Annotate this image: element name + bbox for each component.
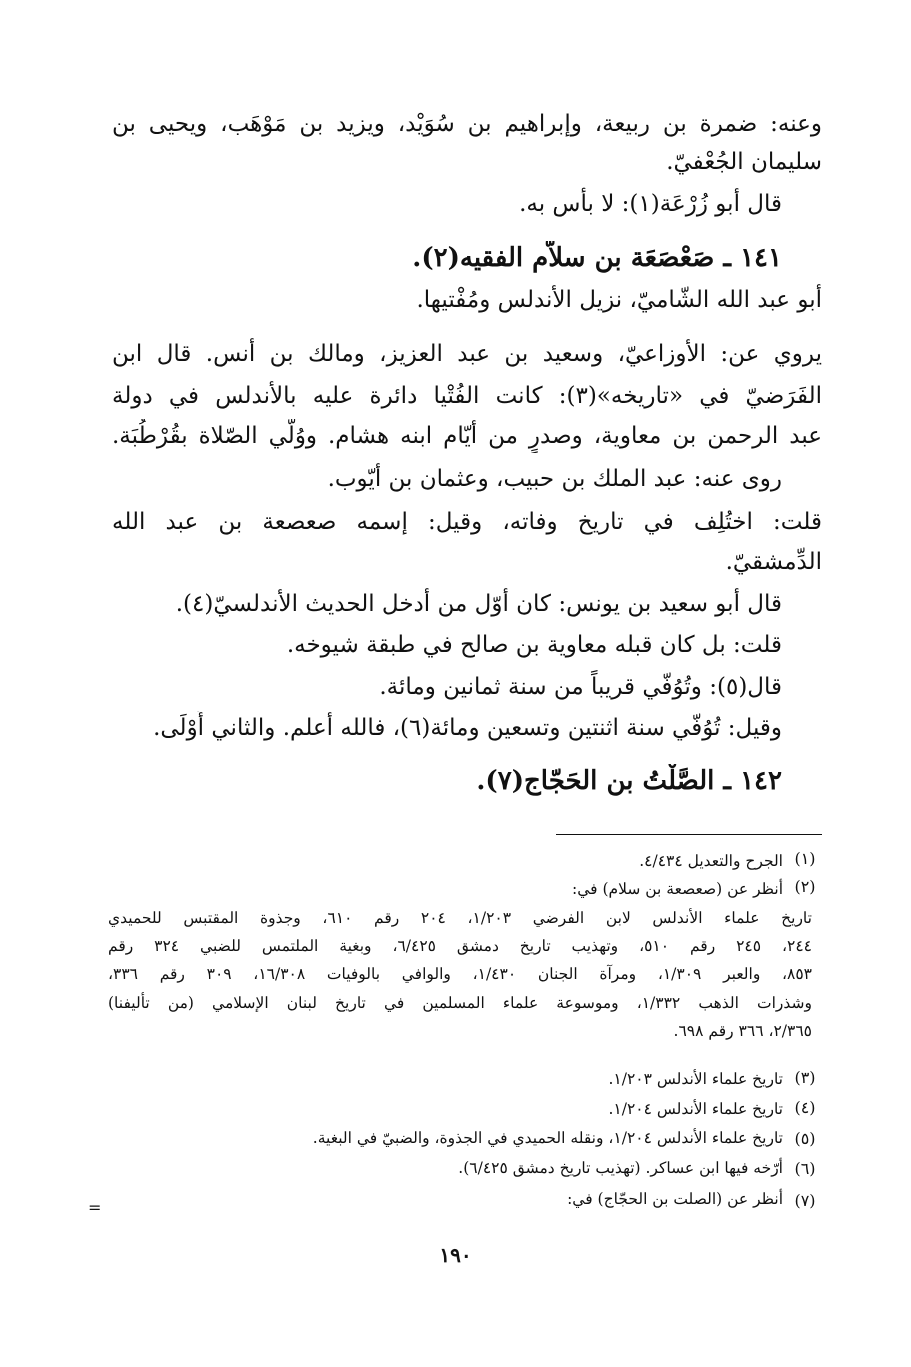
footnote-text: تاريخ علماء الأندلس ١/٢٠٤. (608, 1100, 783, 1118)
text-line: قلت: اختُلِف في تاريخ وفاته، وقيل: إسمه صعصعة بن عبد الله (112, 509, 822, 535)
footnote-text: أرّخه فيها ابن عساكر. (تهذيب تاريخ دمشق ٦/٤٢٥). (458, 1159, 783, 1177)
footnote-continuation: وشذرات الذهب ١/٣٣٢، وموسوعة علماء المسلمين في تاريخ لبنان الإسلامي (من تأليفنا) (108, 994, 812, 1012)
text-line: روى عنه: عبد الملك بن حبيب، وعثمان بن أيّوب. (327, 466, 782, 492)
footnote-text: الجرح والتعديل ٤/٤٣٤. (639, 852, 783, 870)
footnote-continuation: تاريخ علماء الأندلس لابن الفرضي ١/٢٠٣، ٢٠٤ رقم ٦١٠، وجذوة المقتبس للحميدي (108, 909, 812, 927)
text-line: سليمان الجُعْفيّ. (666, 149, 822, 175)
text-line: قال أبو سعيد بن يونس: كان أوّل من أدخل الحديث الأندلسيّ(٤). (175, 591, 782, 617)
footnote-number: (٥) (794, 1129, 816, 1148)
footnote-text: أنظر عن (صعصعة بن سلام) في: (571, 880, 783, 898)
entry-heading-142: ١٤٢ ـ الصَّلْتُ بن الحَجّاج(٧). (476, 766, 782, 796)
footnote-text: تاريخ علماء الأندلس ١/٢٠٣. (608, 1070, 783, 1088)
margin-mark: = (88, 1198, 102, 1217)
text-line: الدِّمشقيّ. (725, 549, 822, 575)
text-line: يروي عن: الأوزاعيّ، وسعيد بن عبد العزيز، ومالك بن أنس. قال ابن (112, 341, 822, 367)
footnote-number: (٧) (794, 1191, 816, 1210)
text-line: قلت: بل كان قبله معاوية بن صالح في طبقة شيوخه. (286, 632, 782, 658)
footnote-number: (٤) (794, 1098, 816, 1117)
text-line: وقيل: تُوُفّي سنة اثنتين وتسعين ومائة(٦)، فالله أعلم. والثاني أَوْلَى. (153, 715, 782, 741)
footnote-separator (556, 834, 822, 835)
footnote-number: (١) (794, 849, 816, 868)
footnote-text: أنظر عن (الصلت بن الحجّاج) في: (567, 1190, 783, 1208)
page-number: ١٩٠ (439, 1243, 472, 1267)
footnote-continuation: ٢٤٤، ٢٤٥ رقم ٥١٠، وتهذيب تاريخ دمشق ٦/٤٢٥، وبغية الملتمس للضبي ٣٢٤ رقم (108, 937, 812, 955)
text-line: أبو عبد الله الشّاميّ، نزيل الأندلس ومُفْتيها. (416, 287, 822, 313)
entry-heading-141: ١٤١ ـ صَعْصَعَة بن سلاّم الفقيه(٢). (412, 243, 782, 273)
footnote-number: (٦) (794, 1159, 816, 1178)
footnote-continuation: ٨٥٣، والعبر ١/٣٠٩، ومرآة الجنان ١/٤٣٠، والوافي بالوفيات ١٦/٣٠٨، ٣٠٩ رقم ٣٣٦، (108, 965, 812, 983)
footnote-text: تاريخ علماء الأندلس ١/٢٠٤، ونقله الحميدي في الجذوة، والضبيّ في البغية. (312, 1129, 783, 1147)
text-line: قال(٥): وتُوُفّي قريباً من سنة ثمانين ومائة. (379, 674, 782, 700)
footnote-continuation: ٢/٣٦٥، ٣٦٦ رقم ٦٩٨. (673, 1022, 812, 1040)
text-line: قال أبو زُرْعَة(١): لا بأس به. (519, 191, 782, 217)
footnote-number: (٢) (794, 877, 816, 896)
text-line: عبد الرحمن بن معاوية، وصدرٍ من أيّام ابنه هشام. ووُلّي الصّلاة بقُرْطُبَة. (112, 423, 822, 449)
text-line: الفَرَضيّ في «تاريخه»(٣): كانت الفُتْيا دائرة عليه بالأندلس في دولة (112, 383, 822, 409)
footnote-number: (٣) (794, 1068, 816, 1087)
text-line: وعنه: ضمرة بن ربيعة، وإبراهيم بن سُوَيْد، ويزيد بن مَوْهَب، ويحيى بن (112, 111, 822, 137)
